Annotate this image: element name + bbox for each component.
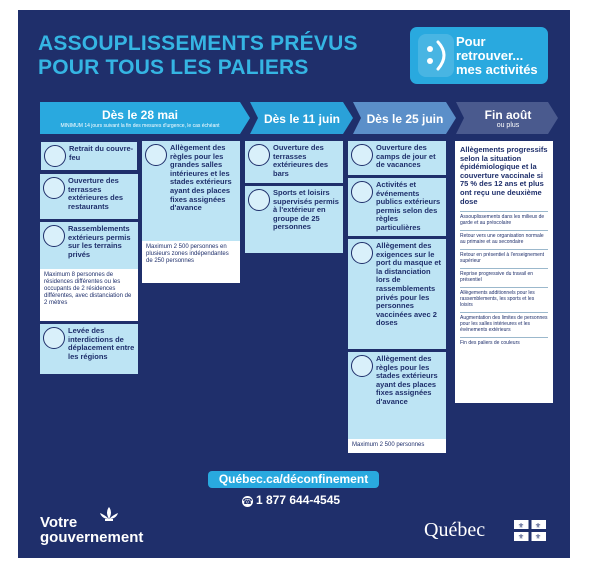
bar-icon [248,144,270,166]
column-28-mai-b [142,141,240,286]
poster [18,10,570,558]
card-evenements: Activités et événements publics extérieurs permis selon des règles particulières [348,178,446,236]
note-grandes-salles: Maximum 2 500 personnes en plusieurs zones indépendantes de 250 personnes [142,241,240,283]
column-28-mai-a [40,141,138,376]
sports-icon [248,189,270,211]
stadium-icon [145,144,167,166]
fleur-de-lis-icon [98,507,120,525]
column-11-juin [245,141,343,253]
card-deplacements: Levée des interdictions de déplacement entre les régions [40,324,138,374]
page-title: ASSOUPLISSEMENTS PRÉVUS POUR TOUS LES PALIERS [38,32,358,79]
phase-fin-aout: Fin août ou plus [484,108,532,129]
card-stades: Allègement des règles pour les stades extérieurs ayant des places fixes assignées d'avance [348,352,446,439]
phone-icon: ☎ [242,497,253,506]
note-rassemblements: Maximum 8 personnes de résidences différentes ou les occupants de 2 résidences différentes, avec distanciation de 2 mètres [40,269,138,321]
quebec-logo-text: Québec [424,519,486,541]
phase-28-mai: Dès le 28 mai MINIMUM 14 jours suivant la fin des mesures d'urgence, le cas échéant [60,108,220,129]
svg-text:⚜: ⚜ [517,522,525,530]
phase-11-juin: Dès le 11 juin [263,112,341,126]
tent-icon [351,144,373,166]
card-rassemblements: Rassemblements extérieurs permis sur les terrains privés [40,222,138,269]
stadium-icon [351,355,373,377]
svg-text:⚜: ⚜ [517,533,525,541]
column-25-juin [348,141,446,451]
website-link[interactable]: Québec.ca/déconfinement [208,471,379,488]
badge-text: Pour retrouver... mes activités [456,34,538,77]
column-fin-aout: Allègements progressifs selon la situation épidémiologique et la couverture vaccinale si 75 % des 12 ans et plus ont reçu une deuxième dose Assouplissements dans les milieux de garde et au préscolaire Retour vers une organisation normale au primaire et au secondaire Retour en présentiel à l'enseignement supérieur Reprise progressive du travail en présentiel Allègements additionnels pour les rassemblements, les sports et les loisirs Augmentation des limites de personnes pour les salles intérieures et les événements extérieurs Fin des paliers de couleurs [455,141,553,403]
people-icon [43,225,65,247]
quebec-flag-icon [514,520,546,541]
votre-gouvernement: Votre gouvernement [40,514,144,546]
phase-25-juin: Dès le 25 juin [366,112,444,126]
svg-text:⚜: ⚜ [534,533,542,541]
mask-icon [351,242,373,264]
note-stades: Maximum 2 500 personnes [348,439,446,453]
moon-icon [44,145,66,167]
smiley-icon [418,34,454,77]
card-masque: Allègement des exigences sur le port du masque et la distanciation lors de rassemblements privés pour les personnes vaccinées avec 2 doses [348,239,446,349]
phone-number: ☎ 1 877 644-4545 [242,493,341,507]
card-camps: Ouverture des camps de jour et de vacances [348,141,446,175]
card-terrasses-restaurants: Ouverture des terrasses extérieures des restaurants [40,174,138,219]
card-sports-loisirs: Sports et loisirs supervisés permis à l'extérieur en groupe de 25 personnes [245,186,343,253]
car-icon [43,327,65,349]
card-terrasses-bars: Ouverture des terrasses extérieures des bars [245,141,343,183]
svg-text:⚜: ⚜ [534,522,542,530]
card-grandes-salles: Allègement des règles pour les grandes salles intérieures et les stades extérieurs ayant des places fixes assignées d'avance [142,141,240,241]
event-icon [351,181,373,203]
activities-badge [410,27,548,84]
terrace-icon [43,177,65,199]
card-couvre-feu: Retrait du couvre-feu [40,141,138,171]
